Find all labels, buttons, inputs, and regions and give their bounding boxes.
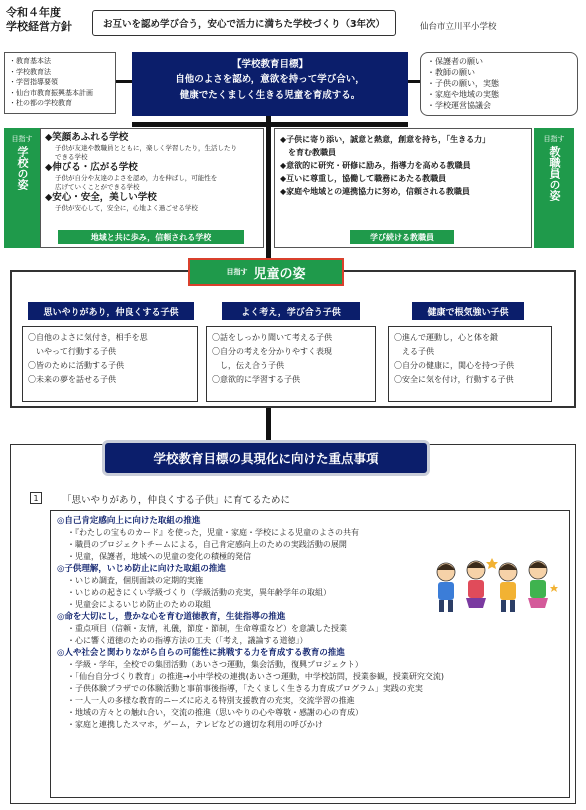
children-title-small: 目指す <box>226 268 248 276</box>
school-goal-box <box>132 52 408 116</box>
school-image-desc: 子供が自分や友達のよさを認め，力を伸ばし，可能性を <box>55 174 218 182</box>
children-category-item: 〇意欲的に学習する子供 <box>212 375 300 384</box>
school-image-desc: 子供が安心して，安全に，心地よく過ごせる学校 <box>55 204 198 212</box>
child-figure-3 <box>499 563 517 612</box>
basis-box <box>4 52 116 114</box>
year-line1: 令和４年度 <box>6 6 61 19</box>
children-category-item: いやって行動する子供 <box>28 347 116 356</box>
priority-section-heading: ◎人や社会と関わりながら自らの可能性に挑戦する力を育成する教育の推進 <box>57 648 345 658</box>
staff-image-item: ◆子供に寄り添い，誠意と熱意，創意を持ち，「生きる力」 <box>280 135 491 144</box>
wishes-item: ・学校運営協議会 <box>427 101 491 110</box>
connector-line <box>266 408 271 442</box>
priority-item: ・児童会によるいじめ防止のための取組 <box>67 600 211 609</box>
priority-title: 学校教育目標の具現化に向けた重点事項 <box>102 440 430 476</box>
basis-item: ・杜の都の学校教育 <box>9 99 72 107</box>
school-image-desc: 広げていくことができる学校 <box>55 183 140 191</box>
children-title-text: 児童の姿 <box>253 266 306 282</box>
school-image-heading: ◆伸びる・広がる学校 <box>45 162 138 173</box>
children-category-label: 思いやりがあり，仲良くする子供 <box>28 302 194 320</box>
children-category-item: 〇皆のために活動する子供 <box>28 361 124 370</box>
children-category-item: し，伝え合う子供 <box>212 361 284 370</box>
basis-item: ・学習指導要領 <box>9 78 58 86</box>
children-category-list <box>206 326 376 402</box>
staff-image-tag: 学び続ける教職員 <box>350 230 454 244</box>
connector-line <box>116 80 132 83</box>
priority-item: ・地域の方々との触れ合い，交流の推進（思いやりの心や尊敬・感謝の心の育成） <box>67 708 363 717</box>
connector-line <box>266 128 271 258</box>
children-category-list <box>22 326 198 402</box>
school-image-heading: ◆笑顔あふれる学校 <box>45 132 129 143</box>
children-category-item: 〇自他のよさに気付き，相手を思 <box>28 333 148 342</box>
wishes-item: ・教師の願い <box>427 68 475 77</box>
children-category-item: える子供 <box>394 347 434 356</box>
priority-item: ・家庭と連携したスマホ，ゲーム，テレビなどの適切な利用の呼びかけ <box>67 720 323 729</box>
priority-section-heading: ◎子供理解，いじめ防止に向けた取組の推進 <box>57 564 226 574</box>
children-category-label: よく考え，学び合う子供 <box>222 302 360 320</box>
priority-item: ・「仙台自分づくり教育」の推進→小中学校の連携(あいさつ運動，中学校訪問，授業参観，授業研究交流) <box>67 672 444 681</box>
school-image-heading: ◆安心・安全，美しい学校 <box>45 192 157 203</box>
priority-item: ・いじめ調査，個別面談の定期的実施 <box>67 576 203 585</box>
school-name: 仙台市立川平小学校 <box>420 22 497 32</box>
priority-section-heading: ◎命を大切にし，豊かな心を育む道徳教育，生徒指導の推進 <box>57 612 286 622</box>
connector-line <box>132 122 408 127</box>
child-figure-1 <box>437 563 455 612</box>
wishes-item: ・家庭や地域の実態 <box>427 90 499 99</box>
staff-image-item: ◆家庭や地域との連携協力に努め，信頼される教職員 <box>280 187 470 196</box>
child-figure-4 <box>528 561 548 608</box>
sparkle-icon <box>486 558 558 592</box>
staff-image-item: ◆互いに尊重し，協働して職務にあたる教職員 <box>280 174 447 183</box>
basis-item: ・教育基本法 <box>9 57 51 65</box>
year-title <box>6 6 72 34</box>
slogan-box: お互いを認め学び合う，安心で活力に満ちた学校づくり（3年次） <box>92 10 396 36</box>
children-category-item: 〇自分の健康に，関心を持つ子供 <box>394 361 514 370</box>
children-category-item: 〇安全に気を付け，行動する子供 <box>394 375 514 384</box>
basis-item: ・仙台市教育振興基本計画 <box>9 88 93 97</box>
staff-image-side-label <box>534 128 574 248</box>
wishes-box <box>420 52 578 116</box>
staff-image-item: ◆意欲的に研究・研修に励み，指導力を高める教職員 <box>280 161 471 170</box>
priority-item: ・心に響く道徳のための指導方法の工夫（「考え，議論する道徳」） <box>67 636 308 645</box>
children-category-item: 〇進んで運動し，心と体を鍛 <box>394 333 498 342</box>
children-title <box>188 258 344 286</box>
school-image-desc: 子供が友達や教職員とともに，楽しく学習したり，生活したり <box>55 144 237 152</box>
children-category-label: 健康で根気強い子供 <box>412 302 524 320</box>
wishes-item: ・子供の願い，実態 <box>427 79 499 88</box>
connector-line <box>408 80 420 83</box>
side-small-label: 目指す <box>543 135 565 143</box>
side-small-label: 目指す <box>11 135 33 143</box>
children-category-item: 〇自分の考えを分かりやすく表現 <box>212 347 332 356</box>
goal-title: 【学校教育目標】 <box>231 59 308 70</box>
priority-number: 1 <box>30 492 42 504</box>
children-category-item: 〇未来の夢を話せる子供 <box>28 375 116 384</box>
staff-image-item: を育む教職員 <box>280 148 336 157</box>
priority-item: ・いじめの起きにくい学級づくり（学級活動の充実，異年齢学年の取組） <box>67 588 331 597</box>
priority-item: ・職員のプロジェクトチームによる，自己肯定感向上のための実践活動の展開 <box>67 540 347 549</box>
priority-content-box <box>50 510 570 798</box>
children-category-item: 〇話をしっかり聞いて考える子供 <box>212 333 332 342</box>
school-image-desc: できる学校 <box>55 153 88 161</box>
year-line2: 学校経営方針 <box>6 20 72 33</box>
children-category-list <box>388 326 552 402</box>
goal-line: 健康でたくましく生きる児童を育成する。 <box>179 90 361 101</box>
goal-line: 自他のよさを認め，意欲を持って学び合い， <box>175 74 365 85</box>
child-figure-2 <box>466 561 486 608</box>
priority-item: ・学級・学年，全校での集団活動（あいさつ運動，集会活動，復興プロジェクト） <box>67 660 363 669</box>
basis-item: ・学校教育法 <box>9 67 51 76</box>
side-big-label: 学校の姿 <box>16 146 29 190</box>
priority-item: ・子供体験プラザでの体験活動と事前事後指導，「たくましく生きる力育成プログラム」実践の充実 <box>67 684 423 693</box>
side-big-label: 教職員の姿 <box>548 146 561 201</box>
children-illustration <box>428 556 560 616</box>
priority-section-heading: ◎自己肯定感向上に向けた取組の推進 <box>57 516 201 526</box>
priority-item: ・児童，保護者，地域への児童の変化の積極的発信 <box>67 552 251 561</box>
priority-item: ・『わたしの宝ものカード』を使った，児童・家庭・学校による児童のよさの共有 <box>67 528 359 537</box>
wishes-item: ・保護者の願い <box>427 57 483 66</box>
priority-item: ・重点項目（信頼・友情，礼儀，節度・節制，生命尊重など）を意識した授業 <box>67 624 347 633</box>
priority-item: ・一人一人の多様な教育的ニーズに応える特別支援教育の充実，交流学習の推進 <box>67 696 355 705</box>
school-image-tag: 地域と共に歩み，信頼される学校 <box>58 230 244 244</box>
priority-heading: 「思いやりがあり，仲良くする子供」に育てるために <box>62 495 291 506</box>
school-image-side-label <box>4 128 40 248</box>
